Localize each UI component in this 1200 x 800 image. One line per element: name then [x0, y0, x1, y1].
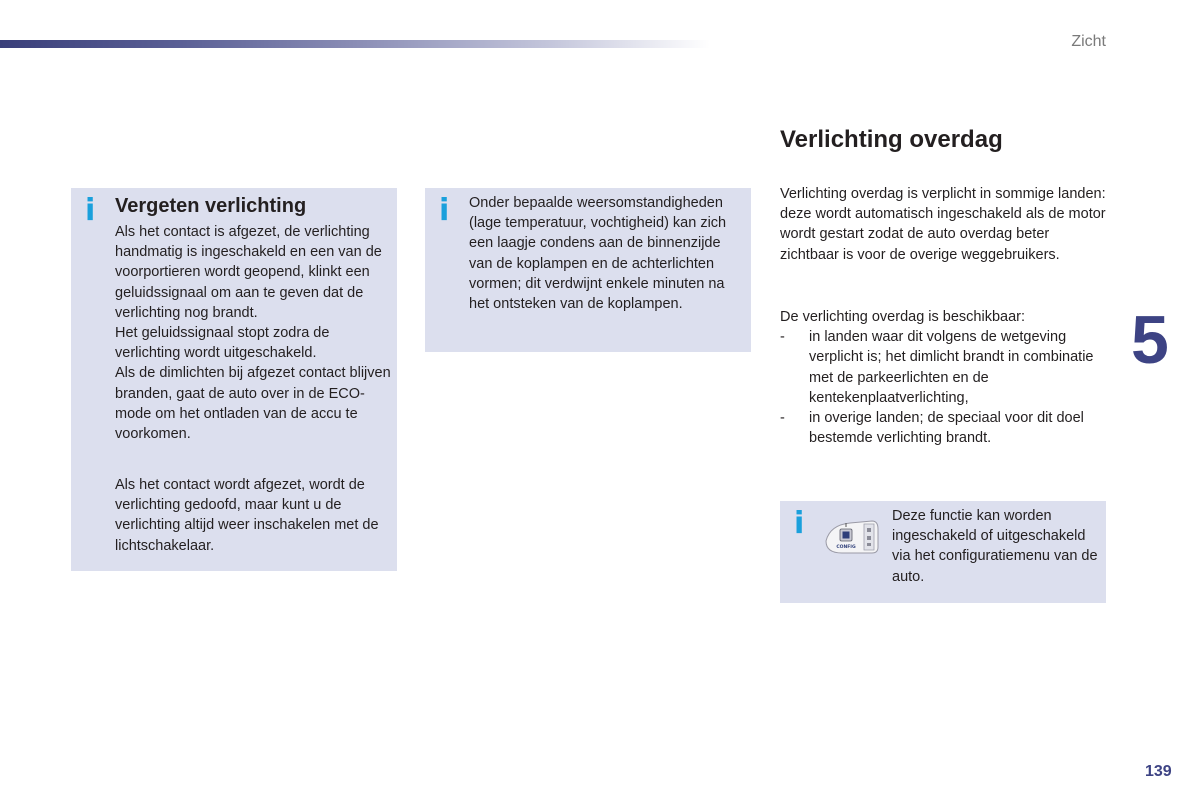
box-body	[892, 506, 1104, 587]
info-icon: i	[85, 193, 96, 228]
config-switch-icon	[822, 517, 882, 555]
box-body	[469, 193, 747, 314]
list-bullet: -	[780, 329, 785, 346]
config-label: CONFIG	[836, 545, 856, 550]
availability-section	[780, 307, 1110, 448]
box-body	[115, 222, 395, 444]
paragraph: Verlichting overdag is verplicht in sommige landen: deze wordt automatisch ingeschakeld als de motor wordt gestart zodat de auto overdag beter zichtbaar is voor de overige weggebruikers.	[780, 186, 1106, 263]
box-title: Vergeten verlichting	[115, 195, 307, 217]
list-item-text: in landen waar dit volgens de wetgeving verplicht is; het dimlicht brandt in combinatie met de parkeerlichten en de kentekenplaatverlichting,	[809, 329, 1094, 406]
chapter-number: 5	[1131, 302, 1169, 378]
paragraph: Als het contact wordt afgezet, wordt de verlichting gedoofd, maar kunt u de verlichting altijd weer inschakelen met de lichtschakelaar.	[115, 477, 379, 554]
header-gradient-bar	[0, 40, 710, 48]
paragraph: Als het contact is afgezet, de verlichting handmatig is ingeschakeld en een van de voorportieren wordt geopend, klinkt een geluidssignaal om aan te geven dat de verlichting nog brandt.	[115, 224, 382, 321]
paragraph: Het geluidssignaal stopt zodra de verlichting wordt uitgeschakeld.	[115, 325, 330, 362]
list-item	[780, 327, 1110, 408]
list-item	[780, 408, 1110, 448]
info-box-forgotten-lights	[71, 188, 397, 571]
info-icon: i	[794, 506, 805, 541]
page-number: 139	[1145, 763, 1172, 780]
info-icon: i	[439, 193, 450, 228]
paragraph: De verlichting overdag is beschikbaar:	[780, 309, 1026, 325]
list-item-text: in overige landen; de speciaal voor dit doel bestemde verlichting brandt.	[809, 410, 1084, 447]
page-heading: Verlichting overdag	[780, 126, 1003, 153]
section-label: Zicht	[1071, 33, 1106, 50]
paragraph: Onder bepaalde weersomstandigheden (lage temperatuur, vochtigheid) kan zich een laagje condens aan de binnenzijde van de koplampen en de achterlichten vormen; dit verdwijnt enkele minuten na het ontsteken van de koplampen.	[469, 195, 727, 313]
intro-paragraph	[780, 184, 1110, 265]
box-body-after	[115, 475, 395, 556]
paragraph: Als de dimlichten bij afgezet contact blijven branden, gaat de auto over in de ECO-mode om het ontladen van de accu te voorkomen.	[115, 365, 391, 443]
info-box-condensation	[425, 188, 751, 352]
paragraph: Deze functie kan worden ingeschakeld of uitgeschakeld via het configuratiemenu van de auto.	[892, 508, 1098, 585]
list-bullet: -	[780, 410, 785, 427]
